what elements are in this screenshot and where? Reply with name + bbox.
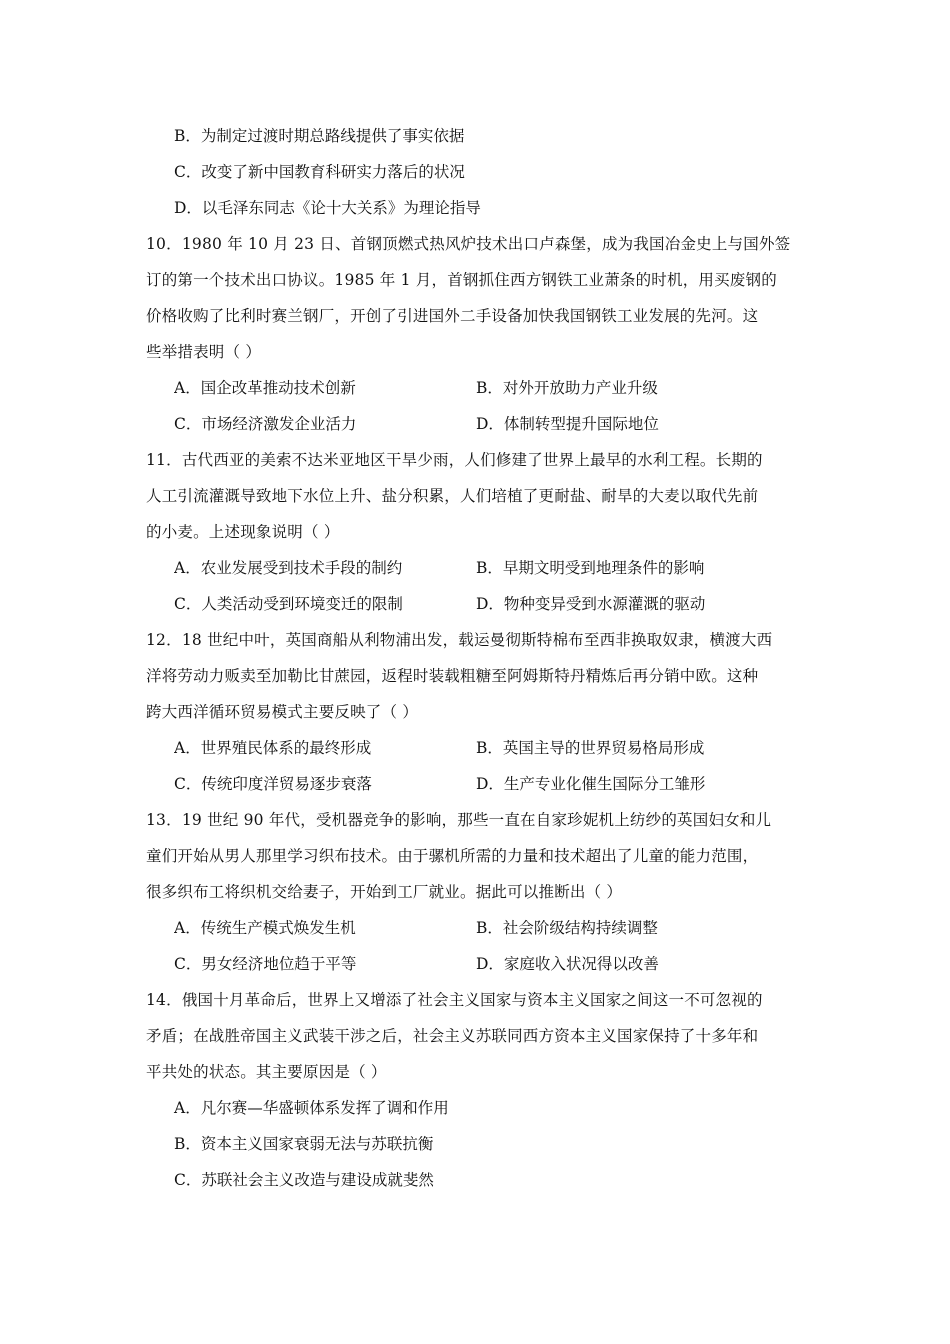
- q11-options-row: [146, 586, 802, 622]
- q13-options-row: [146, 910, 802, 946]
- q13-option-a[interactable]: A．传统生产模式焕发生机: [174, 919, 356, 937]
- q10-option-a[interactable]: A．国企改革推动技术创新: [174, 379, 356, 397]
- q13-stem-line: 童们开始从男人那里学习织布技术。由于骡机所需的力量和技术超出了儿童的能力范围，: [146, 847, 759, 865]
- q12-option-b[interactable]: B．英国主导的世界贸易格局形成: [476, 739, 705, 757]
- q11-stem-line: 11．古代西亚的美索不达米亚地区干旱少雨，人们修建了世界上最早的水利工程。长期的: [146, 451, 763, 469]
- q9-option-d[interactable]: D．以毛泽东同志《论十大关系》为理论指导: [174, 199, 481, 217]
- q12-options-row: [146, 730, 802, 766]
- q10-options-row: [146, 406, 802, 442]
- q12-option-c[interactable]: C．传统印度洋贸易逐步衰落: [174, 775, 372, 793]
- q11-options-row: [146, 550, 802, 586]
- q11-option-b[interactable]: B．早期文明受到地理条件的影响: [476, 559, 705, 577]
- q13-option-b[interactable]: B．社会阶级结构持续调整: [476, 919, 658, 937]
- q10-option-d[interactable]: D．体制转型提升国际地位: [476, 415, 659, 433]
- q12-stem-line: 12．18 世纪中叶，英国商船从利物浦出发，载运曼彻斯特棉布至西非换取奴隶，横渡大西: [146, 631, 773, 649]
- question-14: [146, 982, 802, 1198]
- q13-option-d[interactable]: D．家庭收入状况得以改善: [476, 955, 659, 973]
- q14-option-a[interactable]: A．凡尔赛—华盛顿体系发挥了调和作用: [174, 1099, 449, 1117]
- q14-stem-line: 14．俄国十月革命后，世界上又增添了社会主义国家与资本主义国家之间这一不可忽视的: [146, 991, 763, 1009]
- q14-stem-line: 平共处的状态。其主要原因是（ ）: [146, 1063, 387, 1081]
- q12-stem-line: 跨大西洋循环贸易模式主要反映了（ ）: [146, 703, 419, 721]
- q10-option-c[interactable]: C．市场经济激发企业活力: [174, 415, 357, 433]
- q14-option-c[interactable]: C．苏联社会主义改造与建设成就斐然: [174, 1171, 434, 1189]
- q13-stem-line: 很多织布工将织机交给妻子，开始到工厂就业。据此可以推断出（ ）: [146, 883, 623, 901]
- q10-options-row: [146, 370, 802, 406]
- q12-option-a[interactable]: A．世界殖民体系的最终形成: [174, 739, 372, 757]
- q11-stem-line: 的小麦。上述现象说明（ ）: [146, 523, 340, 541]
- q13-option-c[interactable]: C．男女经济地位趋于平等: [174, 955, 357, 973]
- q11-option-c[interactable]: C．人类活动受到环境变迁的限制: [174, 595, 403, 613]
- q11-stem-line: 人工引流灌溉导致地下水位上升、盐分积累，人们培植了更耐盐、耐旱的大麦以取代先前: [146, 487, 759, 505]
- q9-option-c[interactable]: C．改变了新中国教育科研实力落后的状况: [174, 163, 465, 181]
- q13-stem-line: 13．19 世纪 90 年代，受机器竞争的影响，那些一直在自家珍妮机上纺纱的英国妇女和儿: [146, 811, 772, 829]
- question-13: [146, 802, 802, 982]
- q14-stem-line: 矛盾；在战胜帝国主义武装干涉之后，社会主义苏联同西方资本主义国家保持了十多年和: [146, 1027, 759, 1045]
- question-11: [146, 442, 802, 622]
- q10-option-b[interactable]: B．对外开放助力产业升级: [476, 379, 658, 397]
- q11-option-d[interactable]: D．物种变异受到水源灌溉的驱动: [476, 595, 706, 613]
- q10-stem-line: 订的第一个技术出口协议。1985 年 1 月，首钢抓住西方钢铁工业萧条的时机，用买废钢的: [146, 271, 777, 289]
- exam-page: [146, 118, 802, 1198]
- q11-option-a[interactable]: A．农业发展受到技术手段的制约: [174, 559, 403, 577]
- q12-option-d[interactable]: D．生产专业化催生国际分工雏形: [476, 775, 706, 793]
- q12-stem-line: 洋将劳动力贩卖至加勒比甘蔗园，返程时装载粗糖至阿姆斯特丹精炼后再分销中欧。这种: [146, 667, 759, 685]
- q9-option-b[interactable]: B．为制定过渡时期总路线提供了事实依据: [174, 127, 465, 145]
- question-9-options: [146, 118, 802, 226]
- q14-option-b[interactable]: B．资本主义国家衰弱无法与苏联抗衡: [174, 1135, 434, 1153]
- question-10: [146, 226, 802, 442]
- q13-options-row: [146, 946, 802, 982]
- q12-options-row: [146, 766, 802, 802]
- q10-stem-line: 些举措表明（ ）: [146, 343, 262, 361]
- q10-stem-line: 价格收购了比利时赛兰钢厂，开创了引进国外二手设备加快我国钢铁工业发展的先河。这: [146, 307, 759, 325]
- question-12: [146, 622, 802, 802]
- q10-stem-line: 10．1980 年 10 月 23 日、首钢顶燃式热风炉技术出口卢森堡，成为我国冶金史上与国外签: [146, 235, 791, 253]
